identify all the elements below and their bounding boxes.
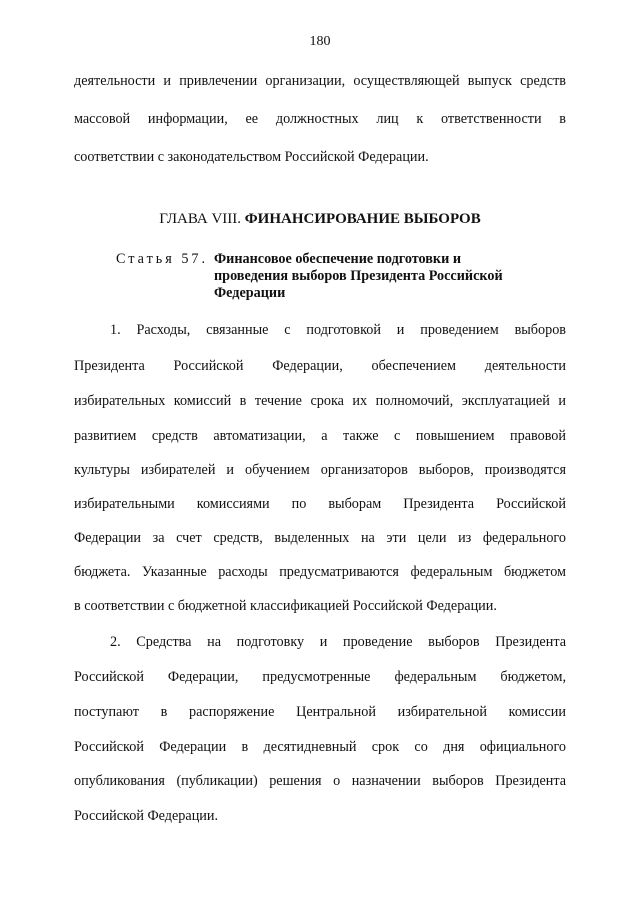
paragraph-line: развитием средств автоматизации, а также с повышением правовой [74, 428, 566, 444]
article-title-line: Федерации [214, 285, 286, 301]
paragraph-line: Президента Российской Федерации, обеспечением деятельности [74, 358, 566, 374]
chapter-heading [0, 211, 640, 228]
article-title [214, 251, 554, 302]
intro-line: массовой информации, ее должностных лиц к ответственности в [74, 111, 566, 127]
paragraph-line: Федерации за счет средств, выделенных на эти цели из федерального [74, 530, 566, 546]
paragraph-line: избирательными комиссиями по выборам Президента Российской [74, 496, 566, 512]
chapter-prefix: ГЛАВА VIII. [159, 211, 242, 227]
page-number: 180 [309, 34, 331, 49]
article-title-line: проведения выборов Президента Российской [214, 268, 503, 284]
paragraph-line: Российской Федерации, предусмотренные федеральным бюджетом, [74, 669, 566, 685]
intro-line: деятельности и привлечении организации, осуществляющей выпуск средств [74, 73, 566, 89]
article-title-line: Финансовое обеспечение подготовки и [214, 251, 462, 267]
paragraph-line: бюджета. Указанные расходы предусматриваются федеральным бюджетом [74, 564, 566, 580]
intro-line: соответствии с законодательством Российской Федерации. [74, 149, 429, 165]
paragraph-line: 2. Средства на подготовку и проведение выборов Президента [110, 634, 566, 650]
paragraph-line: поступают в распоряжение Центральной избирательной комиссии [74, 704, 566, 720]
chapter-title: ФИНАНСИРОВАНИЕ ВЫБОРОВ [244, 211, 481, 227]
paragraph-line: Российской Федерации. [74, 808, 219, 824]
paragraph-line: Российской Федерации в десятидневный срок со дня официального [74, 739, 566, 755]
paragraph-line: культуры избирателей и обучением организаторов выборов, производятся [74, 462, 566, 478]
paragraph-line: опубликования (публикации) решения о назначении выборов Президента [74, 773, 566, 789]
paragraph-line: 1. Расходы, связанные с подготовкой и проведением выборов [110, 322, 566, 338]
article-label: Статья 57. [116, 251, 209, 267]
paragraph-line: в соответствии с бюджетной классификацией Российской Федерации. [74, 598, 497, 614]
paragraph-line: избирательных комиссий в течение срока их полномочий, эксплуатацией и [74, 393, 566, 409]
